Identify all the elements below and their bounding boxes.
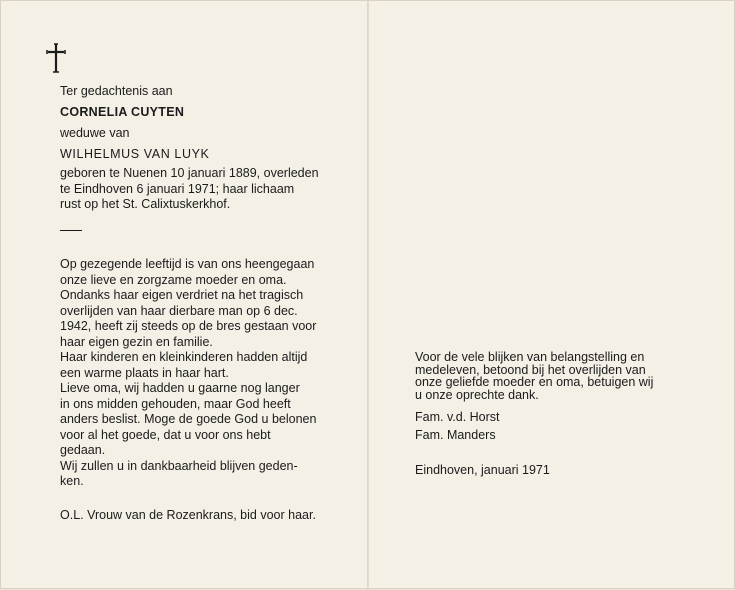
body-line: Op gezegende leeftijd is van ons heengegaan — [60, 257, 315, 271]
body-line: 1942, heeft zij steeds op de bres gestaan voor — [60, 319, 317, 333]
prayer-line: O.L. Vrouw van de Rozenkrans, bid voor haar. — [60, 508, 316, 522]
body-line: anders beslist. Moge de goede God u belonen — [60, 412, 317, 426]
bio-line: te Eindhoven 6 januari 1971; haar lichaam — [60, 181, 295, 196]
bio-text — [60, 166, 333, 213]
body-line: Haar kinderen en kleinkinderen hadden altijd — [60, 350, 308, 364]
body-line: Wij zullen u in dankbaarheid blijven geden- — [60, 458, 298, 473]
cross-icon — [45, 42, 67, 74]
family-line: Fam. Manders — [415, 428, 496, 442]
body-line: een warme plaats in haar hart. — [60, 365, 229, 380]
deceased-name: CORNELIA CUYTEN — [60, 105, 185, 119]
bio-line: rust op het St. Calixtuskerkhof. — [60, 197, 231, 211]
bio-line: geboren te Nuenen 10 januari 1889, overleden — [60, 166, 319, 180]
spouse-name: WILHELMUS VAN LUYK — [60, 147, 210, 161]
body-line: in ons midden gehouden, maar God heeft — [60, 396, 291, 411]
body-line: Ondanks haar eigen verdriet na het tragisch — [60, 288, 304, 302]
body-line: haar eigen gezin en familie. — [60, 334, 213, 349]
intro-line: Ter gedachtenis aan — [60, 84, 173, 98]
thanks-line: Voor de vele blijken van belangstelling en — [415, 350, 645, 364]
thanks-line: onze geliefde moeder en oma, betuigen wij — [415, 375, 654, 389]
thanks-line: medeleven, betoond bij het overlijden van — [415, 362, 646, 377]
card-fold — [367, 1, 369, 590]
body-line: Lieve oma, wij hadden u gaarne nog langer — [60, 381, 300, 395]
body-line: ken. — [60, 474, 84, 488]
body-text — [60, 257, 333, 490]
thanks-line: u onze oprechte dank. — [415, 387, 539, 402]
relation-line: weduwe van — [60, 126, 130, 140]
divider — [60, 230, 82, 231]
thanks-text — [415, 351, 701, 401]
place-date: Eindhoven, januari 1971 — [415, 463, 550, 477]
body-line: gedaan. — [60, 443, 106, 457]
body-line: voor al het goede, dat u voor ons hebt — [60, 427, 271, 442]
body-line: overlijden van haar dierbare man op 6 dec. — [60, 303, 298, 318]
body-line: onze lieve en zorgzame moeder en oma. — [60, 272, 287, 287]
family-line: Fam. v.d. Horst — [415, 410, 500, 424]
